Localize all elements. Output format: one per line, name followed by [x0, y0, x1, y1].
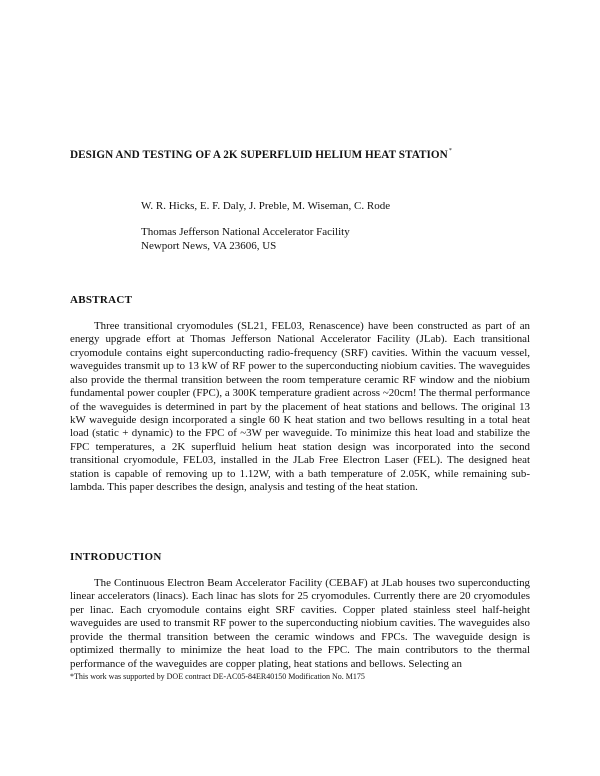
abstract-heading: ABSTRACT	[70, 294, 133, 306]
introduction-paragraph: The Continuous Electron Beam Accelerator Facility (CEBAF) at JLab houses two superconducting linear accelerators (linacs). Each linac has slots for 25 cryomodules. Currently there are 20 cryomodules per linac. Each cryomodule contains eight SRF cavities. Copper plated stainless steel half-height waveguides are used to transmit RF power to the superconducting niobium cavities. The waveguides also provide the thermal transition between the ceramic windows and FPCs. The waveguide design is optimized thermally to minimize the heat load to the FPC. The main contributors to the thermal performance of the waveguides are copper plating, heat stations and bellows. Selecting an	[70, 577, 530, 670]
title-footnote-mark: *	[448, 148, 452, 154]
affiliation-line-2: Newport News, VA 23606, US	[141, 240, 277, 252]
abstract-paragraph: Three transitional cryomodules (SL21, FEL03, Renascence) have been constructed as part of an energy upgrade effort at Thomas Jefferson National Accelerator Facility (JLab). Each transitional cryomodule contains eight superconducting radio-frequency (SRF) cavities. Within the vacuum vessel, waveguides transmit up to 13 kW of RF power to the superconducting niobium cavities. The waveguides also provide the thermal transition between the room temperature ceramic RF window and the niobium fundamental power coupler (FPC), a 300K temperature gradient across ~20cm! The thermal performance of the waveguides is determined in part by the placement of heat stations and bellows. The original 13 kW waveguide design incorporated a single 60 K heat station and two bellows resulting in a total heat load (static + dynamic) to the FPC of ~3W per waveguide. To minimize this heat load and stabilize the FPC temperatures, a 2K superfluid helium heat station design was incorporated into the second transitional cryomodule, FEL03, installed in the JLab Free Electron Laser (FEL). The designed heat station is capable of removing up to 1.12W, with a bath temperature of 2.05K, while remaining sub-lambda. This paper describes the design, analysis and testing of the heat station.	[70, 320, 530, 494]
author-list: W. R. Hicks, E. F. Daly, J. Preble, M. Wiseman, C. Rode	[141, 200, 391, 212]
introduction-heading: INTRODUCTION	[70, 551, 162, 563]
paper-title	[70, 148, 540, 161]
footnote: *This work was supported by DOE contract DE-AC05-84ER40150 Modification No. M175	[70, 672, 365, 681]
paper-title-text: DESIGN AND TESTING OF A 2K SUPERFLUID HELIUM HEAT STATION	[70, 149, 448, 161]
affiliation-line-1: Thomas Jefferson National Accelerator Facility	[141, 226, 350, 238]
